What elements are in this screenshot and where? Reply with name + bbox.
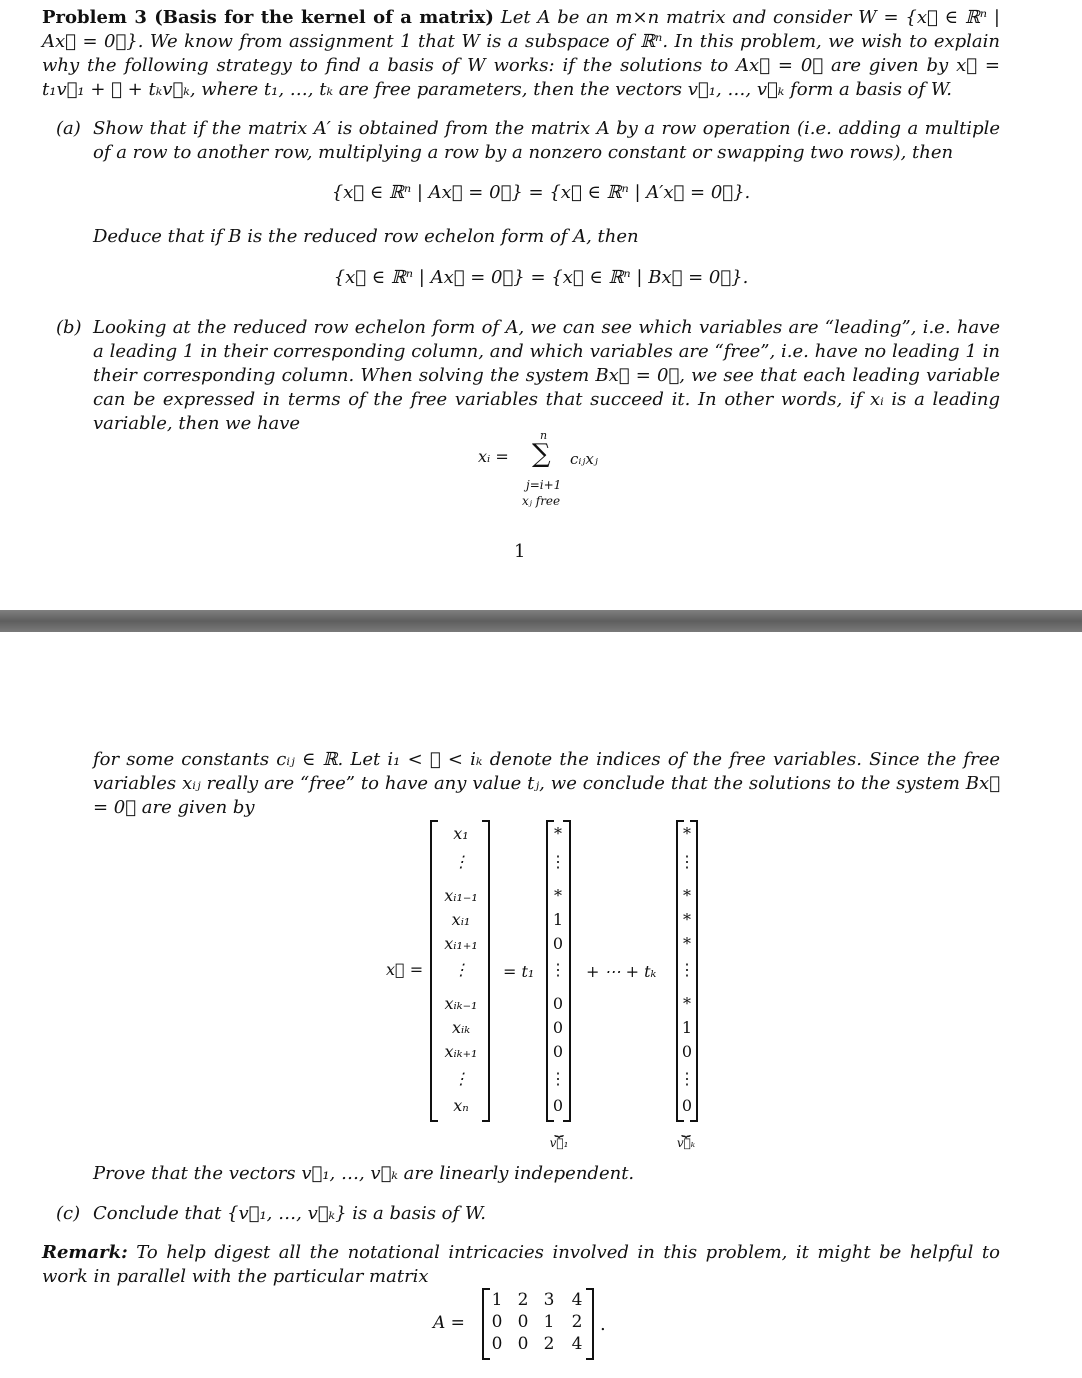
vkcol-entry: ⋮ (679, 960, 695, 979)
equation-a2: {x⃗ ∈ ℝⁿ | Ax⃗ = 0⃗} = {x⃗ ∈ ℝⁿ | Bx⃗ = 0⃗}. (333, 267, 749, 288)
v1-label: v⃗₁ (549, 1136, 569, 1150)
matrix-a-cell: 0 (517, 1334, 529, 1354)
v1col-entry: ⋮ (550, 960, 566, 979)
vk-underbrace: ⏟ (681, 1118, 691, 1137)
part-b (56, 316, 1000, 436)
vkcol-entry: ⋮ (679, 1069, 695, 1088)
xcol-entry: xₙ (453, 1096, 469, 1115)
sum-body: cᵢⱼxⱼ (570, 450, 598, 468)
remark (42, 1241, 1000, 1289)
matrix-a-cell: 4 (571, 1334, 583, 1354)
xcol-entry: x₁ (453, 824, 469, 843)
part-a-deduce: Deduce that if B is the reduced row echelon form of A, then (93, 226, 639, 247)
part-a (56, 117, 1000, 165)
matrix-a-cell: 1 (491, 1290, 503, 1310)
sum-lower-limit: j=i+1 (526, 478, 562, 492)
xcol-entry: xᵢ₁ (451, 910, 471, 929)
matrix-a-cell: 1 (543, 1312, 555, 1332)
part-b-continued: for some constants cᵢⱼ ∈ ℝ. Let i₁ < ⋯ < iₖ denote the indices of the free variables. Since the free variables xᵢⱼ really are “free” to have any value tⱼ, we conclude that the solutions to the system Bx⃗ = 0⃗ are given by (93, 749, 1000, 818)
problem-heading: Problem 3 (Basis for the kernel of a matrix) (42, 7, 494, 28)
part-b-prove: Prove that the vectors v⃗₁, …, v⃗ₖ are linearly independent. (93, 1163, 635, 1184)
equals-t1: = t₁ (503, 962, 535, 981)
part-c-text: Conclude that {v⃗₁, …, v⃗ₖ} is a basis of W. (93, 1203, 486, 1224)
remark-text: To help digest all the notational intricacies involved in this problem, it might be helpful to work in parallel with the particular matrix (42, 1242, 1000, 1287)
equation-a1: {x⃗ ∈ ℝⁿ | Ax⃗ = 0⃗} = {x⃗ ∈ ℝⁿ | A′x⃗ = 0⃗}. (331, 182, 751, 203)
sum-symbol: ∑ (532, 439, 551, 469)
v1col-entry: 0 (552, 1096, 564, 1115)
vkcol-entry: * (683, 910, 691, 929)
vkcol-entry: 1 (681, 1018, 693, 1037)
page-number: 1 (514, 541, 526, 562)
sum-lhs: xᵢ = (478, 447, 509, 466)
v1col-entry: * (554, 824, 562, 843)
matrix-a-cell: 2 (517, 1290, 529, 1310)
matrix-a-cell: 0 (491, 1312, 503, 1332)
sum-upper-limit: n (540, 429, 548, 442)
xcol-entry: ⋮ (453, 960, 469, 979)
xcol-entry: xᵢₖ₊₁ (444, 1042, 478, 1061)
xcol-entry: ⋮ (453, 852, 469, 871)
part-c-label: (c) (56, 1203, 81, 1224)
v1col-entry: 0 (552, 1042, 564, 1061)
part-b-label: (b) (56, 317, 82, 338)
matrix-a-period: . (600, 1314, 606, 1335)
v1-underbrace: ⏟ (554, 1118, 564, 1137)
problem-intro-text: Let A be an m×n matrix and consider W = {x⃗ ∈ ℝⁿ | Ax⃗ = 0⃗}. We know from assignment 1 that W is a subspace of ℝⁿ. In this problem, we wish to explain why the following strategy to find a basis of W works: if the solutions to Ax⃗ = 0⃗ are given by x⃗ = t₁v⃗₁ + ⋯ + tₖv⃗ₖ, where t₁, …, tₖ are free parameters, then the vectors v⃗₁, …, v⃗ₖ form a basis of W. (42, 7, 1000, 100)
v1col-entry: 0 (552, 1018, 564, 1037)
vk-label: v⃗ₖ (676, 1136, 696, 1150)
xcol-entry: ⋮ (453, 1069, 469, 1088)
vkcol-entry: 0 (681, 1042, 693, 1061)
sum-lower-condition: xⱼ free (522, 494, 561, 508)
v1col-entry: 1 (552, 910, 564, 929)
vkcol-entry: 0 (681, 1096, 693, 1115)
vkcol-entry: * (683, 934, 691, 953)
plus-tk: + ⋯ + tₖ (586, 962, 657, 981)
matrix-a-cell: 3 (543, 1290, 555, 1310)
part-c (56, 1202, 1000, 1226)
part-a-label: (a) (56, 118, 81, 139)
page-2 (0, 632, 1082, 1378)
matrix-a-cell: 4 (571, 1290, 583, 1310)
x-vector-label: x⃗ = (386, 960, 424, 979)
matrix-a-label: A = (433, 1313, 465, 1333)
matrix-a-cell: 0 (517, 1312, 529, 1332)
vkcol-entry: * (683, 824, 691, 843)
remark-label: Remark: (42, 1242, 128, 1263)
part-b-text: Looking at the reduced row echelon form of A, we can see which variables are “leading”, i.e. have a leading 1 in their corresponding column, and which variables are “free”, i.e. have no leading 1 in their corresponding column. When solving the system Bx⃗ = 0⃗, we see that each leading variable can be expressed in terms of the free variables that succeed it. In other words, if xᵢ is a leading variable, then we have (93, 317, 1000, 434)
vkcol-entry: * (683, 886, 691, 905)
v1col-entry: ⋮ (550, 1069, 566, 1088)
problem-intro (42, 6, 1000, 102)
v1col-entry: 0 (552, 934, 564, 953)
vkcol-entry: * (683, 994, 691, 1013)
matrix-a-cell: 2 (543, 1334, 555, 1354)
page-1 (0, 0, 1082, 610)
xcol-entry: xᵢₖ (451, 1018, 471, 1037)
v1col-entry: ⋮ (550, 852, 566, 871)
xcol-entry: xᵢ₁₊₁ (444, 934, 478, 953)
v1col-entry: * (554, 886, 562, 905)
part-a-text: Show that if the matrix A′ is obtained from the matrix A by a row operation (i.e. adding a multiple of a row to another row, multiplying a row by a nonzero constant or swapping two rows), then (93, 118, 1000, 163)
page-separator (0, 610, 1082, 632)
matrix-a-cell: 2 (571, 1312, 583, 1332)
xcol-entry: xᵢ₁₋₁ (444, 886, 478, 905)
matrix-a-cell: 0 (491, 1334, 503, 1354)
v1col-entry: 0 (552, 994, 564, 1013)
vkcol-entry: ⋮ (679, 852, 695, 871)
xcol-entry: xᵢₖ₋₁ (444, 994, 478, 1013)
